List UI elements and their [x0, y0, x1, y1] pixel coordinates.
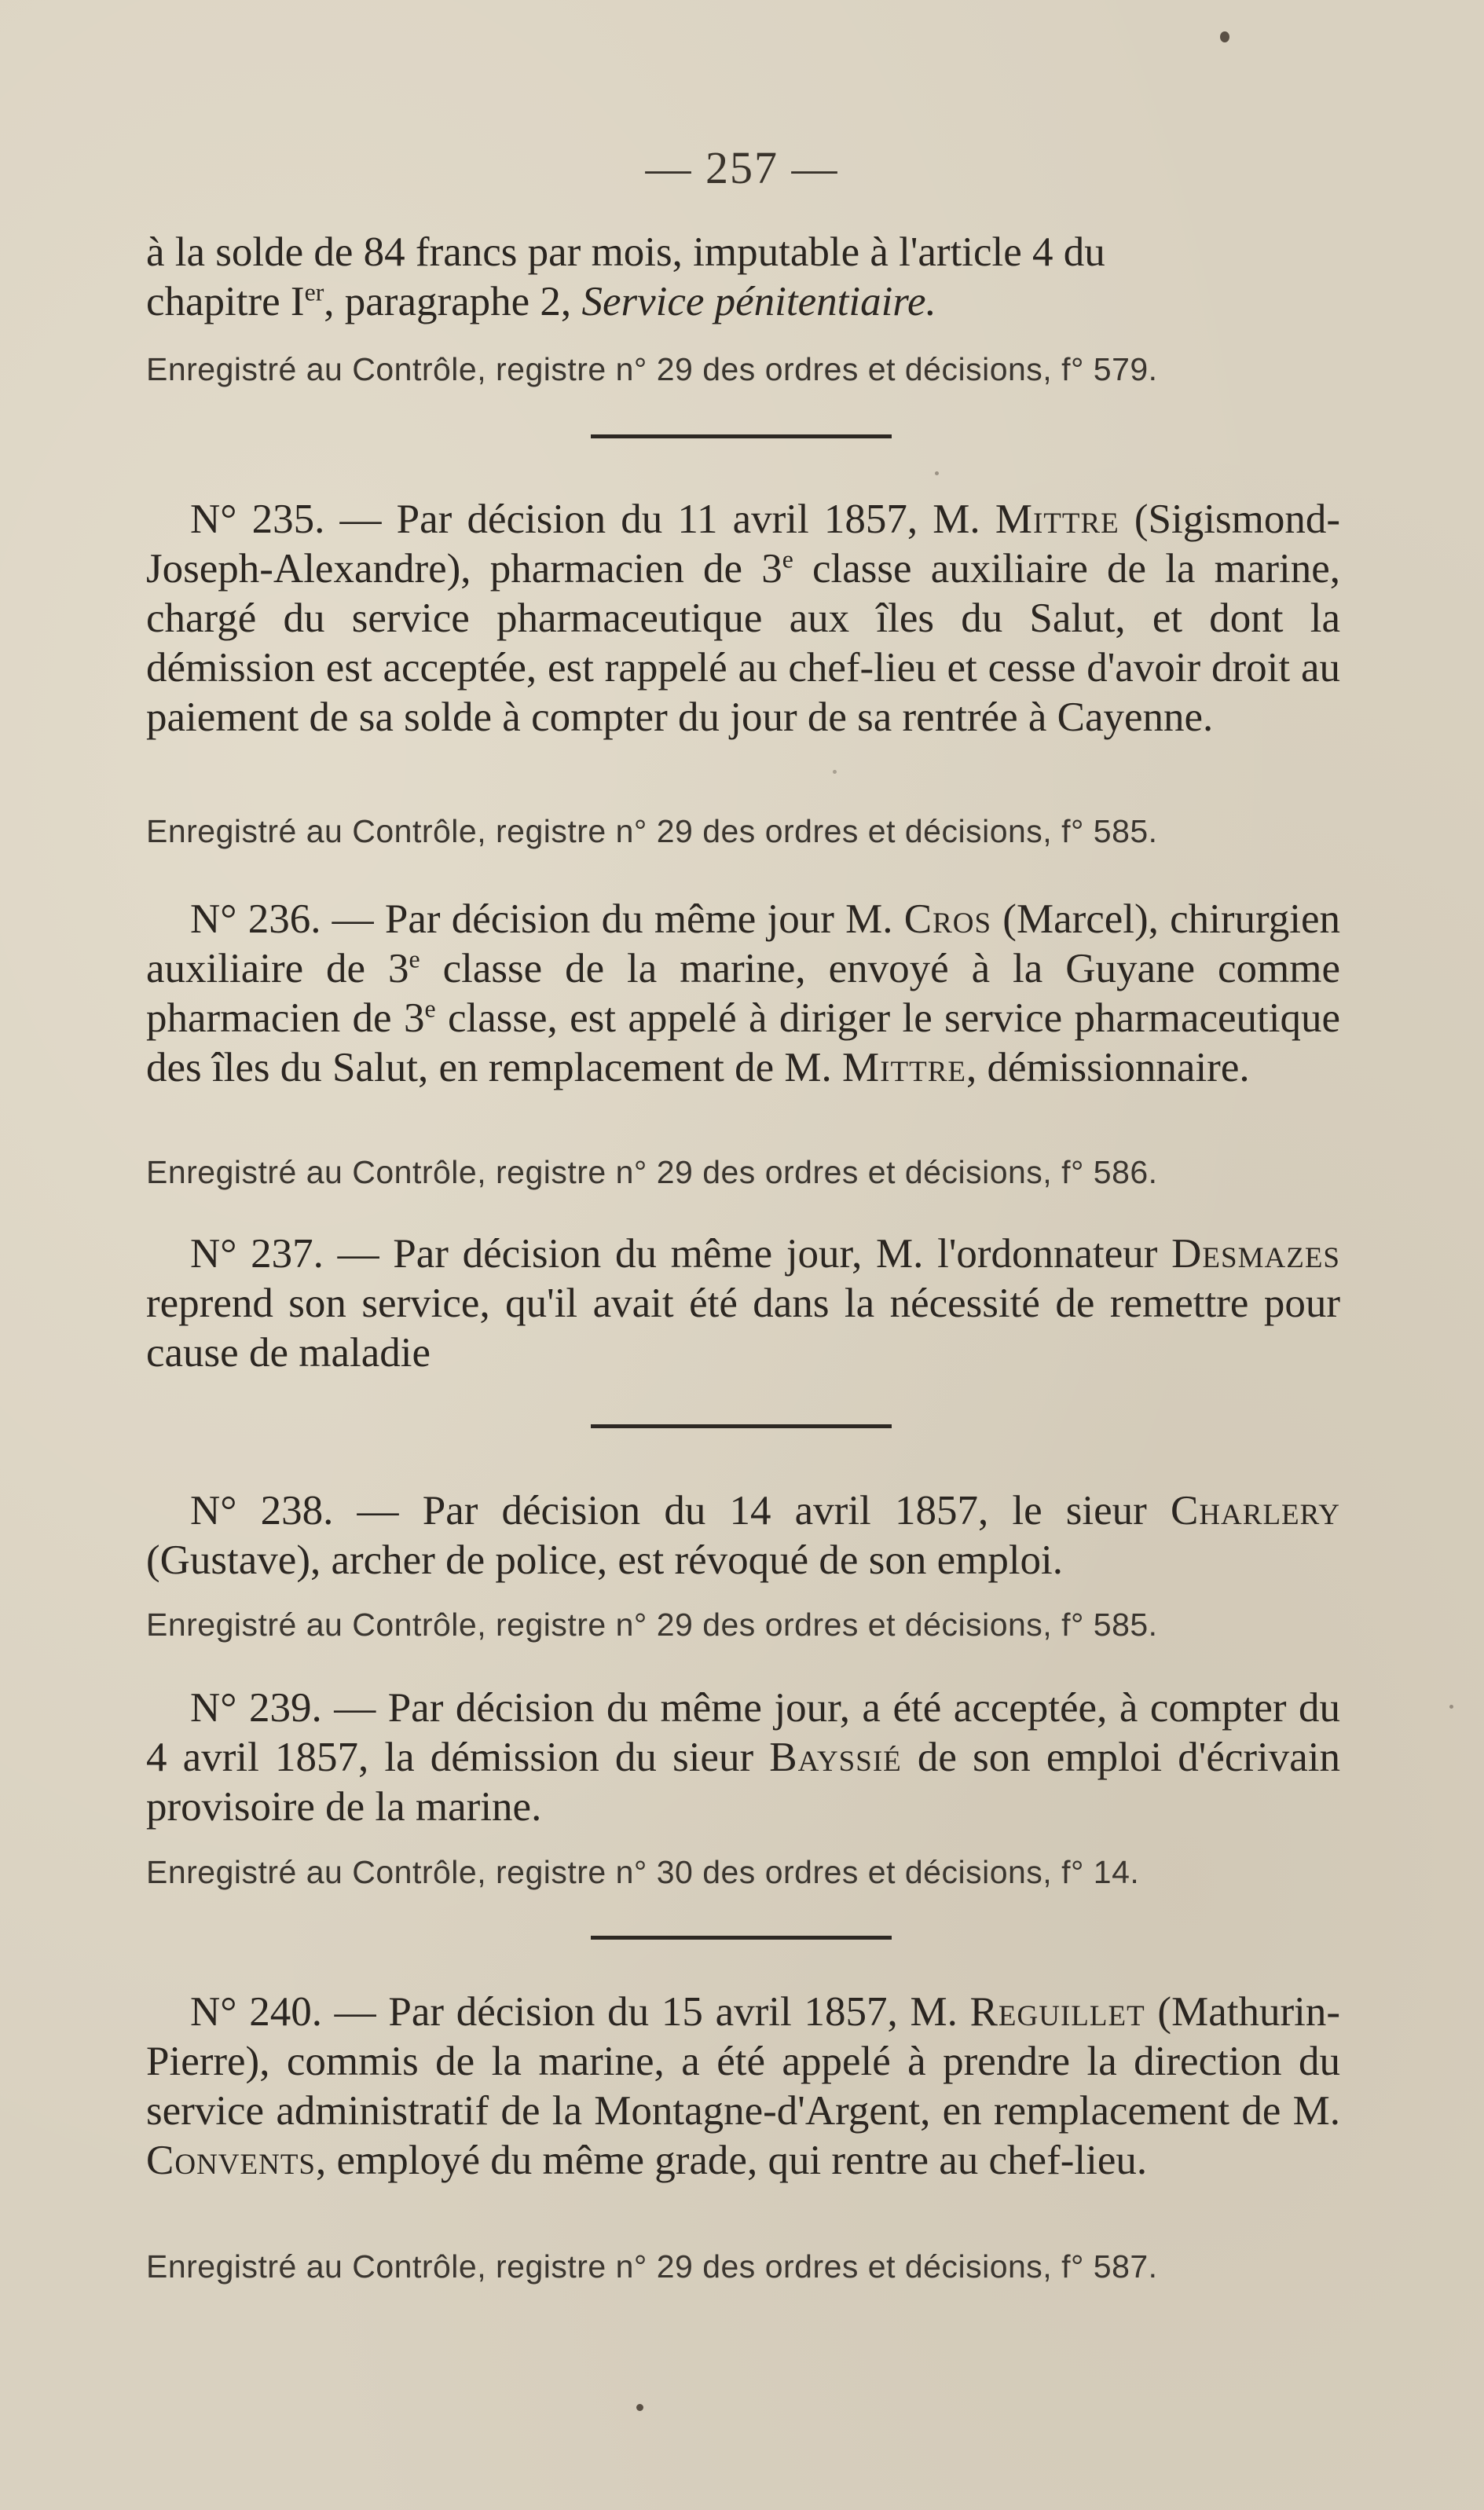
entry-text: , employé du même grade, qui rentre au chef-lieu. — [316, 2138, 1148, 2183]
register-note: Enregistré au Contrôle, registre n° 29 des ordres et décisions, f° 587. — [146, 2248, 1158, 2285]
paper-speck — [833, 770, 837, 774]
page-number: — 257 — — [645, 142, 839, 193]
continuation-text: chapitre I — [146, 279, 305, 324]
paper-speck — [1449, 1705, 1453, 1709]
paper-speck — [1220, 31, 1229, 42]
continuation-text: , paragraphe 2, — [324, 279, 582, 324]
paper-speck — [636, 2404, 643, 2411]
entry-text: — Par décision du 14 avril 1857, le sieur — [333, 1488, 1171, 1533]
superscript: e — [409, 945, 420, 973]
entry-text: , démissionnaire. — [966, 1045, 1250, 1090]
entry-239 — [146, 1684, 1340, 1832]
entry-text: — Par décision du 15 avril 1857, M. — [321, 1989, 970, 2035]
italic-text: Service pénitentiaire. — [581, 279, 936, 324]
entry-text: (Sigismond-Joseph-Alexandre), pharmacien de 3 — [146, 497, 1340, 592]
entry-text: (Marcel), chirurgien auxiliaire de 3 — [146, 896, 1340, 991]
register-note: Enregistré au Contrôle, registre n° 29 des ordres et décisions, f° 586. — [146, 1154, 1158, 1190]
superscript: e — [782, 545, 793, 573]
entry-text: (Mathurin-Pierre), commis de la marine, a été appelé à prendre la direction du service administratif de la Montagne-d'Argent, en remplacement de M. — [146, 1989, 1340, 2134]
person-name: Mittre — [995, 497, 1119, 542]
superscript: er — [304, 278, 324, 306]
entry-text: (Gustave), archer de police, est révoqué de son emploi. — [146, 1537, 1064, 1583]
entry-number: N° 236. — [190, 896, 321, 942]
entry-236 — [146, 895, 1340, 1093]
register-note: Enregistré au Contrôle, registre n° 29 des ordres et décisions, f° 585. — [146, 813, 1158, 849]
entry-number: N° 240. — [190, 1989, 322, 2035]
person-name: Cros — [903, 896, 992, 942]
separator-rule — [591, 1936, 892, 1940]
entry-number: N° 238. — [190, 1488, 334, 1533]
entry-text: — Par décision du même jour, M. l'ordonnateur — [323, 1231, 1172, 1277]
separator-rule — [591, 1424, 892, 1428]
person-name: Desmazes — [1171, 1231, 1340, 1277]
person-name: Bayssié — [769, 1735, 902, 1780]
entry-235 — [146, 495, 1340, 742]
paper-speck — [935, 471, 939, 475]
person-name: Convents — [146, 2138, 317, 2183]
person-name: Mittre — [842, 1045, 966, 1090]
entry-text: — Par décision du même jour M. — [321, 896, 904, 942]
entry-238 — [146, 1486, 1340, 1585]
entry-text: — Par décision du 11 avril 1857, M. — [324, 497, 995, 542]
entry-text: de son emploi d'écrivain provisoire de la marine. — [146, 1735, 1340, 1830]
entry-number: N° 239. — [190, 1685, 322, 1731]
entry-text: — Par décision du même jour, a été acceptée, à compter du 4 avril 1857, la démission du sieur — [146, 1685, 1340, 1780]
continuation-text: à la solde de 84 francs par mois, imputable à l'article 4 du — [146, 229, 1105, 275]
register-note: Enregistré au Contrôle, registre n° 30 des ordres et décisions, f° 14. — [146, 1854, 1140, 1890]
register-note: Enregistré au Contrôle, registre n° 29 des ordres et décisions, f° 585. — [146, 1607, 1158, 1643]
entry-number: N° 235. — [190, 497, 325, 542]
register-note: Enregistré au Contrôle, registre n° 29 des ordres et décisions, f° 579. — [146, 351, 1158, 387]
entry-number: N° 237. — [190, 1231, 324, 1277]
continuation-paragraph — [146, 228, 1340, 327]
entry-text: classe de la marine, envoyé à la Guyane comme pharmacien de 3 — [146, 946, 1340, 1041]
entry-240 — [146, 1988, 1340, 2186]
entry-text: classe, est appelé à diriger le service pharmaceutique des îles du Salut, en remplacement de M. — [146, 995, 1340, 1090]
entry-text: reprend son service, qu'il avait été dans la nécessité de remettre pour cause de maladie — [146, 1281, 1340, 1376]
person-name: Charlery — [1170, 1488, 1340, 1533]
entry-237 — [146, 1229, 1340, 1378]
separator-rule — [591, 434, 892, 438]
person-name: Reguillet — [969, 1989, 1145, 2035]
entry-text: classe auxiliaire de la marine, chargé du service pharmaceutique aux îles du Salut, et dont la démission est acceptée, est rappelé au chef-lieu et cesse d'avoir droit au paiement de sa solde à compter du jour de sa rentrée à Cayenne. — [146, 546, 1341, 740]
superscript: e — [424, 995, 436, 1023]
